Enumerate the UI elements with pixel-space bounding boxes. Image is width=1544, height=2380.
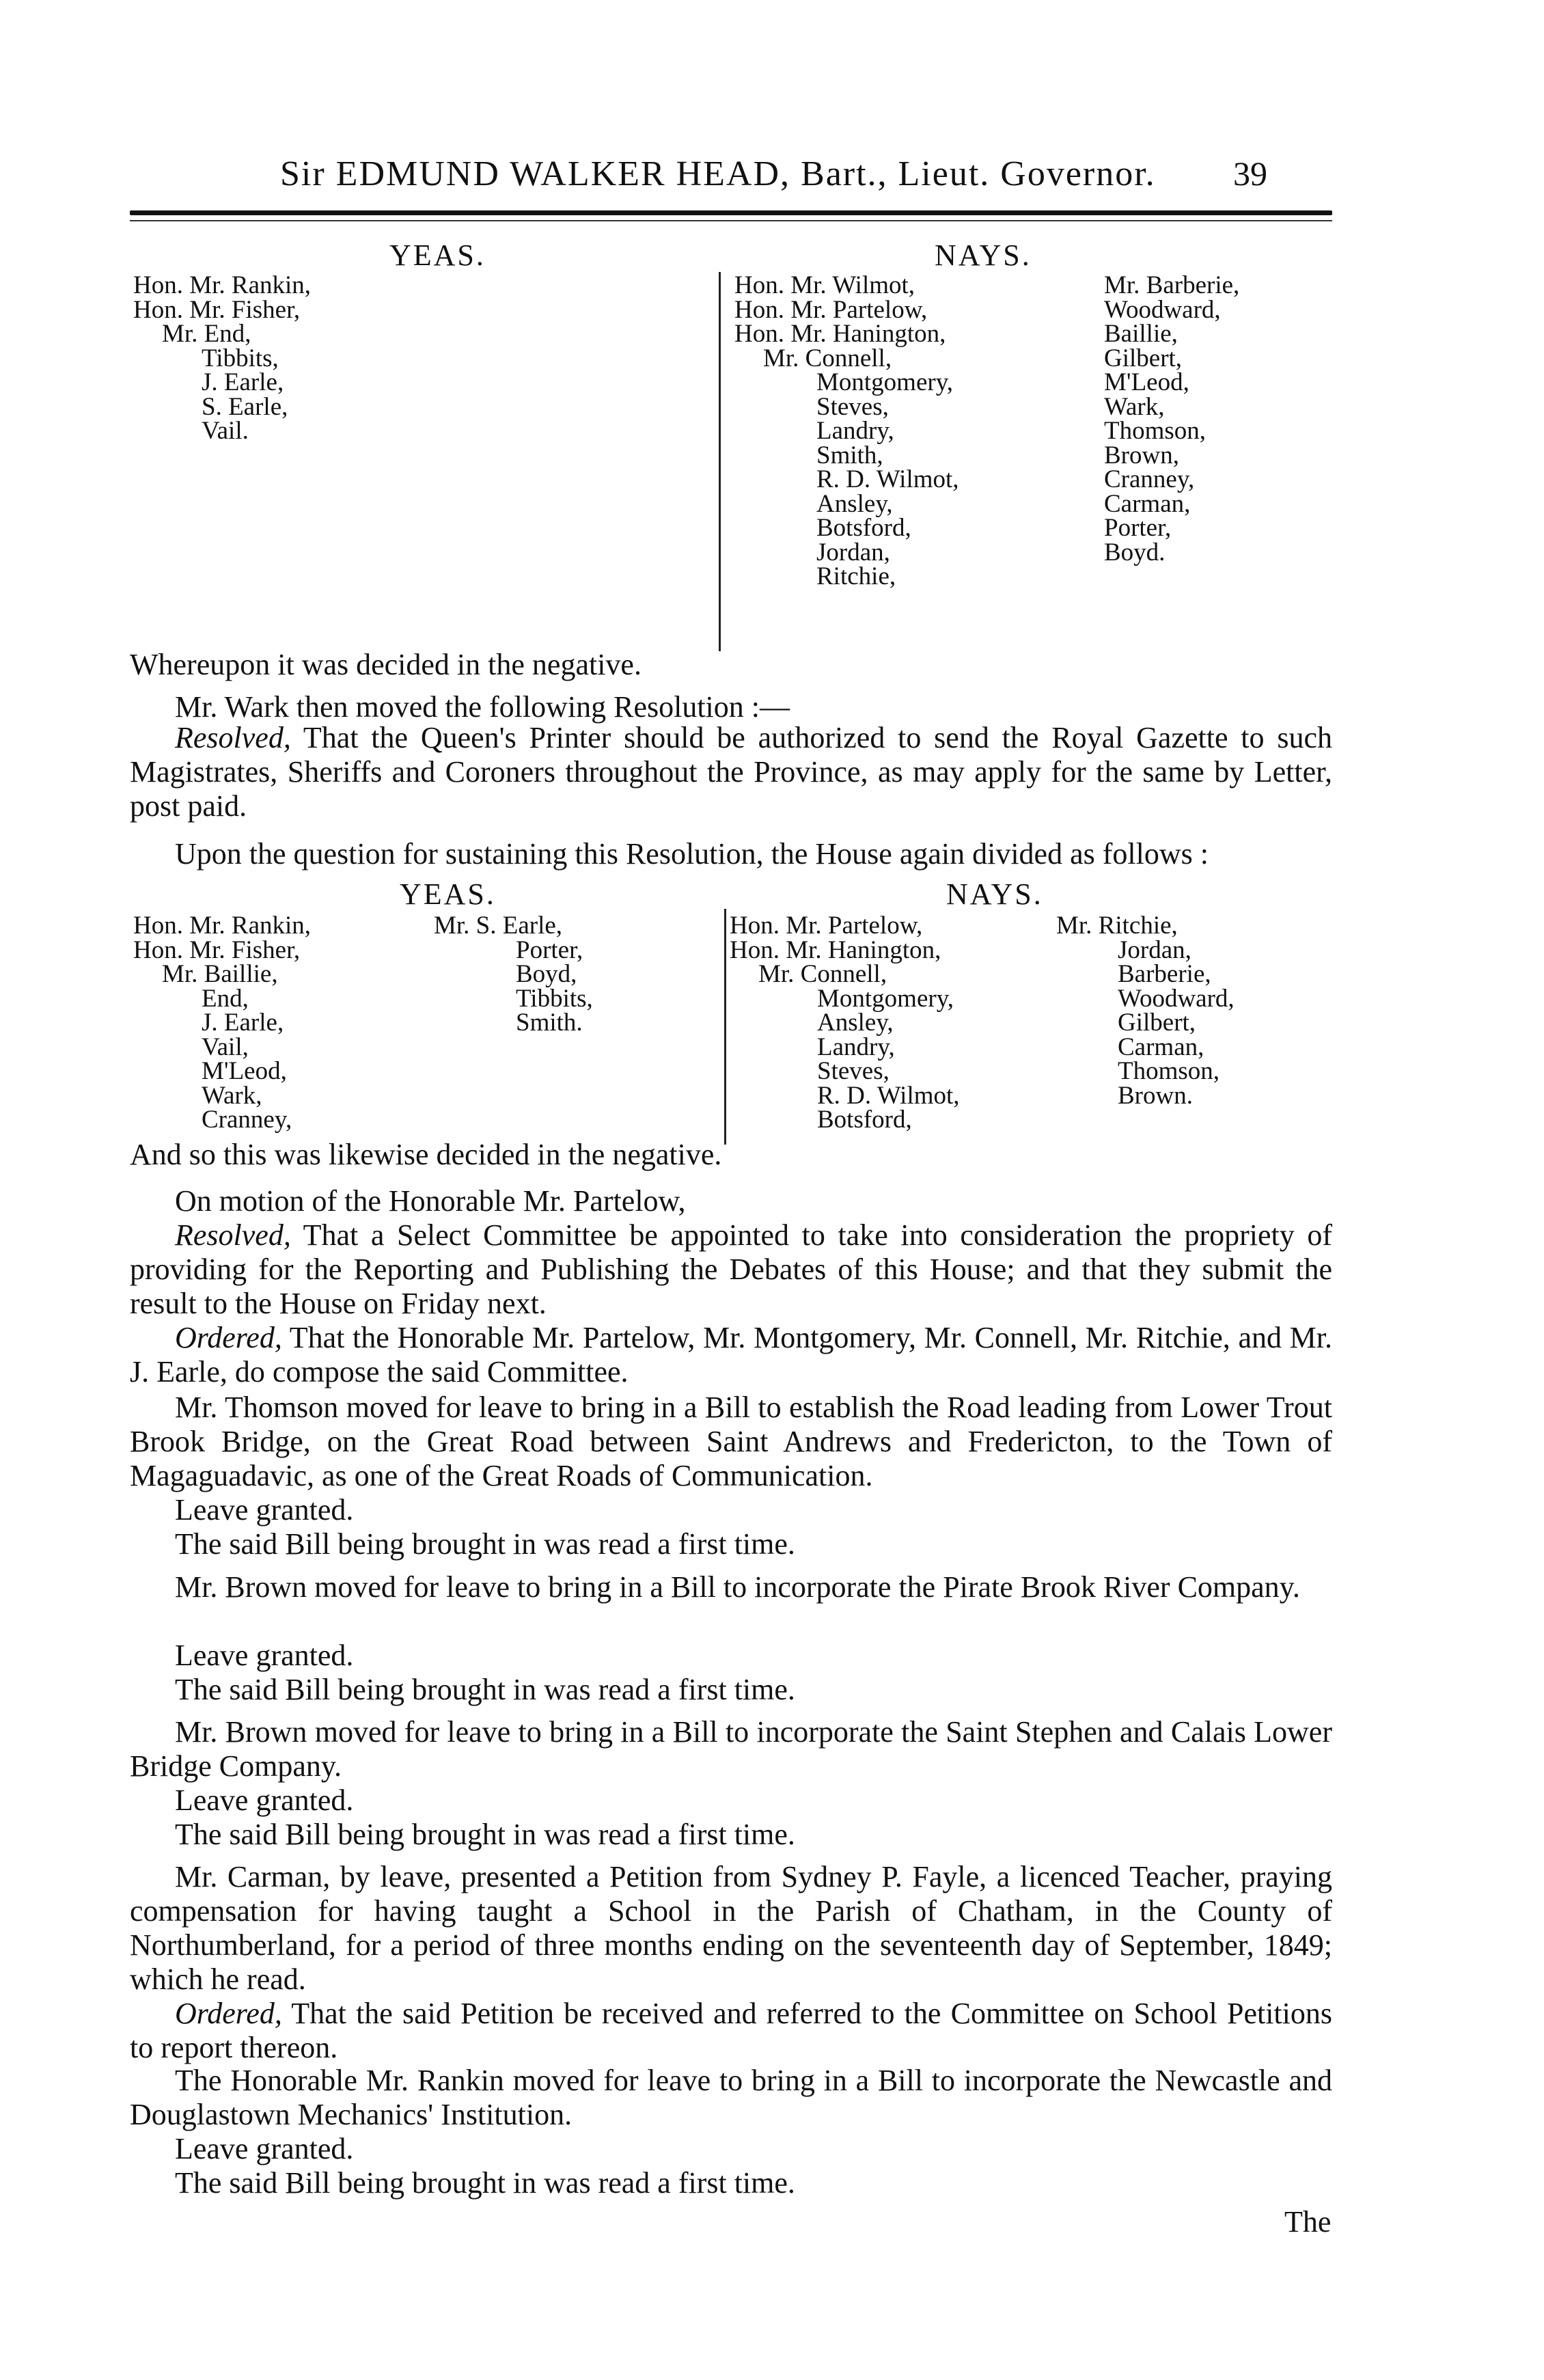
nays-list-1b <box>1104 273 1239 564</box>
yeas-heading-1: YEAS. <box>389 238 486 272</box>
nays-heading-2: NAYS. <box>946 877 1043 911</box>
member-name: Carman, <box>1118 1032 1204 1061</box>
member-name: Jordan, <box>816 538 890 566</box>
header-rule <box>130 210 1332 215</box>
carman-petition: Mr. Carman, by leave, presented a Petition from Sydney P. Fayle, a licenced Teacher, praying compensation for having taught a School in the Parish of Chatham, in the County of Northumberland, for a period of three months ending on the seventeenth day of September, 1849; which he read. <box>130 1860 1332 1996</box>
rankin-motion: The Honorable Mr. Rankin moved for leave to bring in a Bill to incorporate the Newcastle and Douglastown Mechanics' Institution. <box>130 2064 1332 2131</box>
resolved-gazette <box>130 721 1332 823</box>
member-name: Hon. Mr. Fisher, <box>133 935 301 964</box>
yeas-list-2b <box>434 914 593 1035</box>
member-name: Botsford, <box>816 514 911 542</box>
member-name: Woodward, <box>1118 984 1235 1013</box>
division-1-separator <box>719 272 721 651</box>
member-name: Botsford, <box>817 1106 912 1134</box>
member-name: Gilbert, <box>1118 1009 1196 1037</box>
member-name: Mr. S. Earle, <box>434 912 563 940</box>
page-number: 39 <box>1233 154 1267 193</box>
yeas-list-1 <box>133 273 311 443</box>
first-reading-4: The said Bill being brought in was read a first time. <box>175 2166 795 2200</box>
division-question: Upon the question for sustaining this Resolution, the House again divided as follows : <box>175 837 1209 871</box>
member-name: Steves, <box>816 392 889 421</box>
division-2-separator <box>724 909 726 1145</box>
member-name: Boyd, <box>516 960 577 988</box>
member-name: Ansley, <box>817 1009 894 1037</box>
resolved-gazette-text: That the Queen's Printer should be authorized to send the Royal Gazette to such Magistrates, Sheriffs and Coroners throughout the Province, as may apply for the same by Letter, post paid. <box>130 721 1332 823</box>
member-name: Hon. Mr. Rankin, <box>133 271 312 299</box>
member-name: Cranney, <box>1104 465 1195 493</box>
member-name: Mr. Barberie, <box>1104 271 1240 299</box>
member-name: Woodward, <box>1104 295 1221 324</box>
member-name: Ritchie, <box>816 562 896 590</box>
ordered-label-2: Ordered, <box>175 1997 282 2030</box>
leave-granted-4: Leave granted. <box>175 2132 354 2165</box>
member-name: M'Leod, <box>1104 368 1189 396</box>
first-reading-1: The said Bill being brought in was read a first time. <box>175 1527 795 1561</box>
member-name: Mr. Baillie, <box>162 960 278 988</box>
member-name: Ansley, <box>816 489 893 518</box>
member-name: Steves, <box>817 1057 890 1085</box>
member-name: Porter, <box>516 935 583 964</box>
member-name: Baillie, <box>1104 320 1178 348</box>
nays-heading-1: NAYS. <box>935 238 1032 272</box>
member-name: Vail. <box>202 417 249 445</box>
member-name: Boyd. <box>1104 538 1166 566</box>
member-name: Thomson, <box>1118 1057 1220 1085</box>
wark-motion: Mr. Wark then moved the following Resolution :— <box>175 690 790 724</box>
resolved-committee-text: That a Select Committee be appointed to take into consideration the propriety of providing for the Reporting and Publishing the Debates of this House; and that they submit the result to the House on Friday next. <box>130 1218 1332 1320</box>
member-name: Hon. Mr. Partelow, <box>734 295 928 324</box>
member-name: Brown. <box>1118 1081 1193 1110</box>
catchword: The <box>1284 2205 1332 2239</box>
member-name: Landry, <box>817 1032 895 1061</box>
nays-list-2a <box>730 914 960 1132</box>
resolved-committee <box>130 1218 1332 1321</box>
resolved-label-2: Resolved, <box>175 1218 291 1252</box>
member-name: Montgomery, <box>817 984 954 1013</box>
member-name: Wark, <box>202 1081 262 1110</box>
member-name: Wark, <box>1104 392 1165 421</box>
running-title: Sir EDMUND WALKER HEAD, Bart., Lieut. Governor. <box>280 154 1156 193</box>
member-name: Porter, <box>1104 514 1172 542</box>
brown-motion-2: Mr. Brown moved for leave to bring in a Bill to incorporate the Saint Stephen and Calais Lower Bridge Company. <box>130 1715 1332 1783</box>
member-name: Cranney, <box>202 1106 292 1134</box>
member-name: Vail, <box>202 1032 249 1061</box>
leave-granted-2: Leave granted. <box>175 1639 354 1672</box>
member-name: Landry, <box>816 417 894 445</box>
nays-list-2b <box>1056 914 1235 1108</box>
leave-granted-3: Leave granted. <box>175 1783 354 1817</box>
member-name: Smith, <box>816 441 883 469</box>
running-head <box>0 154 1544 202</box>
ordered-committee <box>130 1321 1332 1389</box>
member-name: End, <box>202 984 249 1013</box>
first-reading-2: The said Bill being brought in was read a first time. <box>175 1673 795 1706</box>
first-reading-3: The said Bill being brought in was read a first time. <box>175 1818 795 1851</box>
member-name: Mr. End, <box>162 320 251 348</box>
ordered-petition <box>130 1997 1332 2065</box>
member-name: S. Earle, <box>202 392 288 421</box>
member-name: Montgomery, <box>816 368 954 396</box>
member-name: J. Earle, <box>202 368 284 396</box>
thomson-motion: Mr. Thomson moved for leave to bring in a Bill to establish the Road leading from Lower Trout Brook Bridge, on the Great Road between Saint Andrews and Fredericton, to the Town of Magaguadavic, as one of the Great Roads of Communication. <box>130 1391 1332 1492</box>
member-name: Mr. Connell, <box>758 960 887 988</box>
nays-list-1a <box>734 273 959 589</box>
member-name: Hon. Mr. Wilmot, <box>734 271 915 299</box>
member-name: Hon. Mr. Hanington, <box>734 320 946 348</box>
ordered-committee-text: That the Honorable Mr. Partelow, Mr. Montgomery, Mr. Connell, Mr. Ritchie, and Mr. J. Earle, do compose the said Committee. <box>130 1321 1332 1389</box>
resolved-label: Resolved, <box>175 721 291 754</box>
member-name: Hon. Mr. Rankin, <box>133 912 312 940</box>
ordered-petition-text: That the said Petition be received and referred to the Committee on School Petitions to report thereon. <box>130 1997 1332 2064</box>
yeas-list-2a <box>133 914 311 1132</box>
member-name: Carman, <box>1104 489 1191 518</box>
ordered-label: Ordered, <box>175 1321 282 1354</box>
member-name: R. D. Wilmot, <box>816 465 959 493</box>
member-name: Jordan, <box>1118 935 1191 964</box>
yeas-heading-2: YEAS. <box>400 877 496 911</box>
member-name: M'Leod, <box>202 1057 287 1085</box>
leave-granted-1: Leave granted. <box>175 1493 354 1527</box>
result-1: Whereupon it was decided in the negative. <box>130 648 642 681</box>
member-name: Thomson, <box>1104 417 1207 445</box>
member-name: R. D. Wilmot, <box>817 1081 960 1110</box>
member-name: Barberie, <box>1118 960 1211 988</box>
result-2: And so this was likewise decided in the negative. <box>130 1138 722 1171</box>
member-name: Smith. <box>516 1009 583 1037</box>
member-name: Hon. Mr. Partelow, <box>730 912 923 940</box>
member-name: Tibbits, <box>202 344 279 372</box>
member-name: Hon. Mr. Fisher, <box>133 295 301 324</box>
brown-motion-1: Mr. Brown moved for leave to bring in a Bill to incorporate the Pirate Brook River Company. <box>175 1570 1300 1604</box>
member-name: Mr. Ritchie, <box>1056 912 1178 940</box>
member-name: Hon. Mr. Hanington, <box>730 935 941 964</box>
member-name: J. Earle, <box>202 1009 284 1037</box>
header-rule-thin <box>130 220 1332 221</box>
member-name: Gilbert, <box>1104 344 1183 372</box>
partelow-motion: On motion of the Honorable Mr. Partelow, <box>175 1184 686 1218</box>
member-name: Tibbits, <box>516 984 593 1013</box>
member-name: Brown, <box>1104 441 1179 469</box>
member-name: Mr. Connell, <box>763 344 892 372</box>
